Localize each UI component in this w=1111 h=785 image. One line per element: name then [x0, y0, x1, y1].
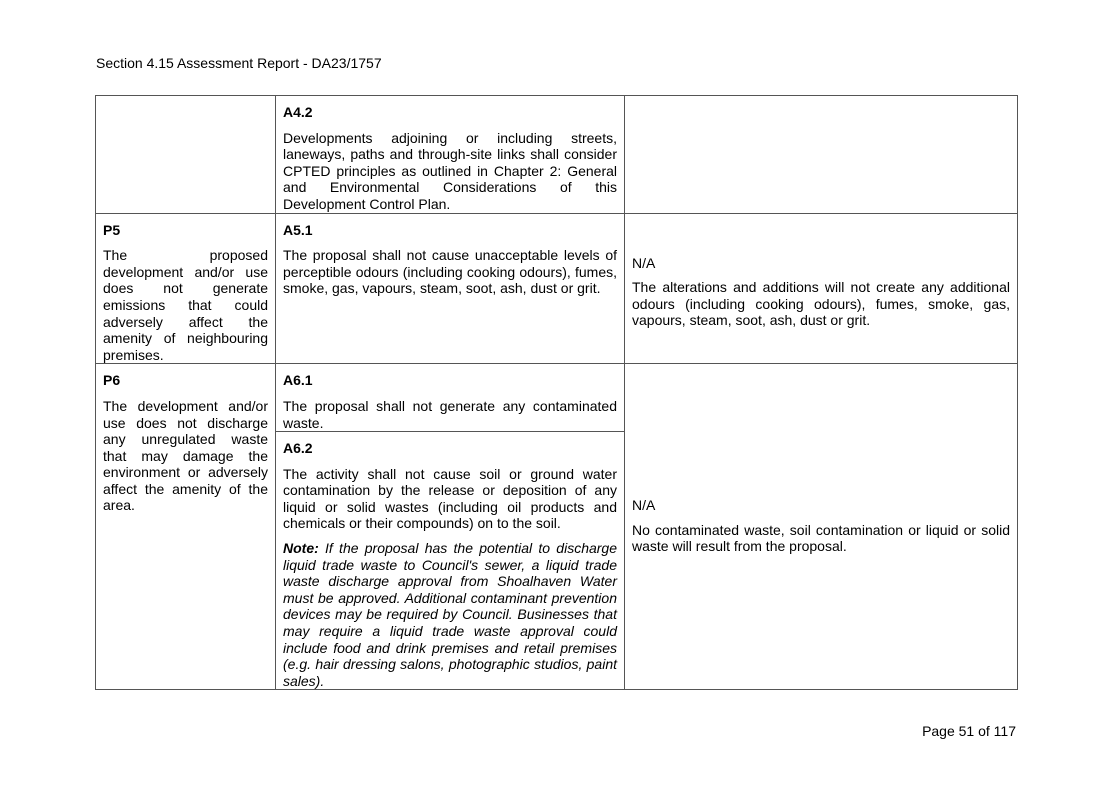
criteria-text: The proposed development and/or use does not generate emissions that could adversely affect the amenity of neighbouring premises.: [103, 247, 268, 363]
performance-criteria-cell: [96, 213, 276, 364]
page-number: Page 51 of 117: [922, 723, 1016, 739]
acceptable-solution-cell: [276, 213, 625, 364]
performance-criteria-cell: [96, 364, 276, 690]
clause-text: The proposal shall not generate any contaminated waste.: [283, 397, 617, 431]
comment-cell: [625, 96, 1018, 214]
criteria-label: P5: [103, 221, 121, 238]
table-row: [96, 213, 1018, 364]
criteria-label: P6: [103, 372, 121, 389]
comment-cell: [625, 364, 1018, 690]
note-label: Note:: [283, 540, 319, 557]
controls-table: [95, 95, 1018, 690]
comment-status: N/A: [632, 254, 656, 271]
comment-status: N/A: [632, 496, 656, 513]
criteria-text: The development and/or use does not discharge any unregulated waste that may damage the environment or adversely affect the amenity of the area.: [103, 397, 268, 514]
clause-label: A4.2: [283, 104, 313, 120]
comment-cell: [625, 213, 1018, 364]
clause-block-a6-2: [276, 431, 624, 689]
clause-label: A5.1: [283, 221, 313, 238]
acceptable-solution-cell: [276, 96, 625, 214]
comment-text: No contaminated waste, soil contamination or liquid or solid waste will result from the proposal.: [632, 521, 1010, 555]
clause-note: [283, 540, 617, 689]
note-text: If the proposal has the potential to discharge liquid trade waste to Council's sewer, a liquid trade waste discharge approval from Shoalhaven Water must be approved. Additional contaminant prevention devices may be required by Council. Businesses that may require a liquid trade waste approval could include food and drink premises and retail premises (e.g. hair dressing salons, photographic studios, paint sales).: [283, 540, 618, 689]
table-row: [96, 364, 1018, 690]
clause-label: A6.2: [283, 440, 313, 457]
comment-text: The alterations and additions will not create any additional odours (including cooking odours), fumes, smoke, gas, vapours, steam, soot, ash, dust or grit.: [632, 279, 1010, 329]
acceptable-solution-cell: [276, 364, 625, 690]
performance-criteria-cell: [96, 96, 276, 214]
clause-text: Developments adjoining or including streets, laneways, paths and through-site links shall consider CPTED principles as outlined in Chapter 2: General and Environmental Considerations of this Development Control Plan.: [283, 129, 617, 212]
clause-label: A6.1: [283, 372, 313, 389]
clause-text: The proposal shall not cause unacceptable levels of perceptible odours (including cooking odours), fumes, smoke, gas, vapours, steam, soot, ash, dust or grit.: [283, 247, 617, 297]
clause-text: The activity shall not cause soil or ground water contamination by the release or deposition of any liquid or solid wastes (including oil products and chemicals or their compounds) on to the soil.: [283, 465, 617, 532]
page-header: Section 4.15 Assessment Report - DA23/1757: [96, 55, 382, 71]
table-row: [96, 96, 1018, 214]
